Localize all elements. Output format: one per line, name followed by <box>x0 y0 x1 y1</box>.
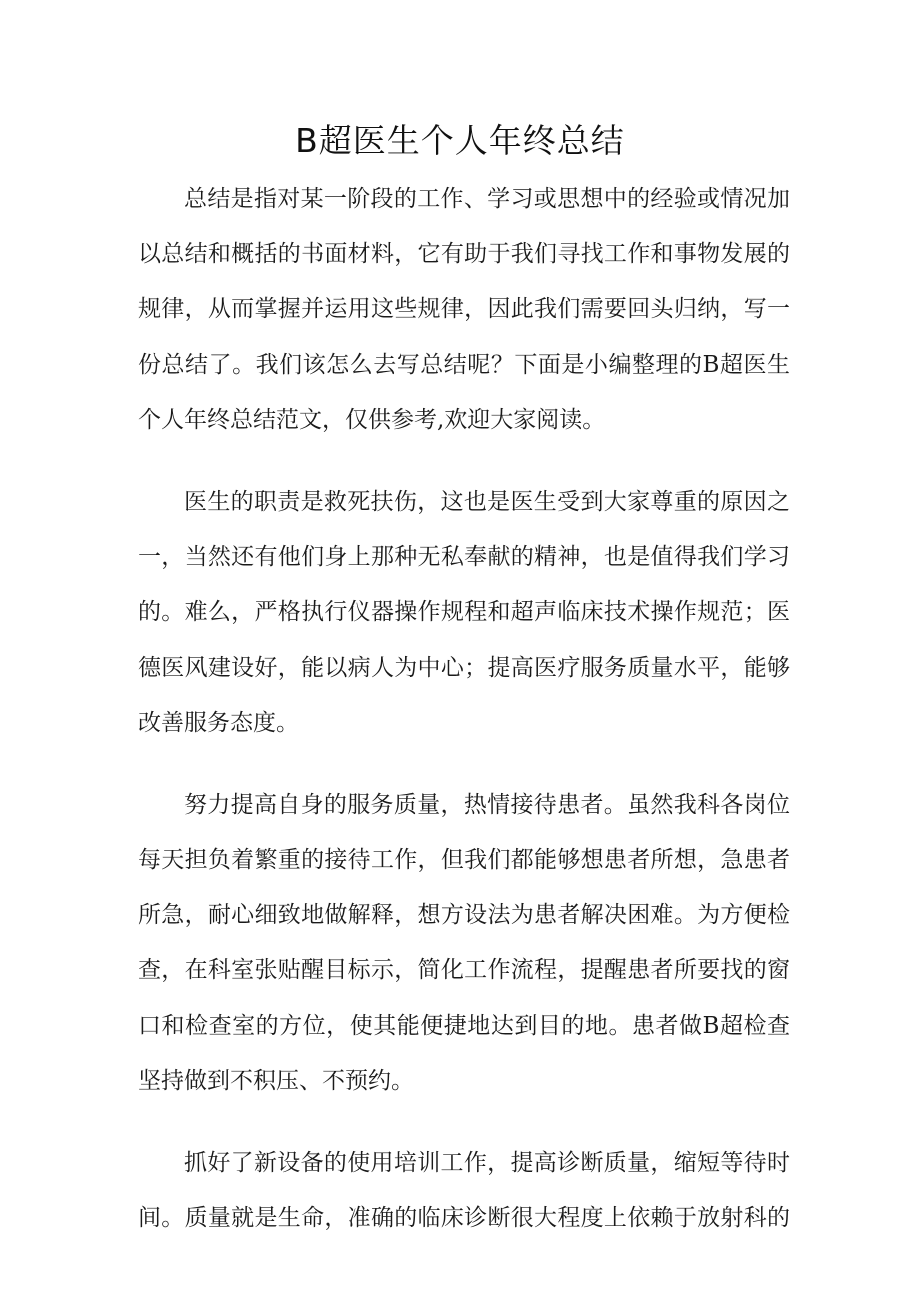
paragraph-line: 努力提高自身的服务质量，热情接待患者。虽然我科各岗位 <box>184 791 790 818</box>
paragraph-4 <box>138 1144 790 1254</box>
paragraph-line: 每天担负着繁重的接待工作，但我们都能够想患者所想，急患者 <box>138 847 790 874</box>
paragraph-2 <box>138 483 790 759</box>
paragraph-1 <box>138 180 790 456</box>
paragraph-line: 口和检查室的方位，使其能便捷地达到目的地。患者做B超检查 <box>138 1012 790 1039</box>
paragraph-line: 医生的职责是救死扶伤，这也是医生受到大家尊重的原因之 <box>184 488 790 515</box>
paragraph-line: 以总结和概括的书面材料，它有助于我们寻找工作和事物发展的 <box>138 241 790 268</box>
paragraph-line: 所急，耐心细致地做解释，想方设法为患者解决困难。为方便检 <box>138 902 790 929</box>
paragraph-line: 改善服务态度。 <box>138 709 299 736</box>
paragraph-line: 抓好了新设备的使用培训工作，提高诊断质量，缩短等待时 <box>184 1150 790 1176</box>
paragraph-line: 总结是指对某一阶段的工作、学习或思想中的经验或情况加 <box>184 186 790 212</box>
document-title: B超医生个人年终总结 <box>295 121 625 160</box>
paragraph-line: 规律，从而掌握并运用这些规律，因此我们需要回头归纳，写一 <box>138 296 790 323</box>
paragraph-3 <box>138 786 790 1117</box>
paragraph-line: 的。难么，严格执行仪器操作规程和超声临床技术操作规范；医 <box>138 599 790 626</box>
paragraph-line: 查，在科室张贴醒目标示，简化工作流程，提醒患者所要找的窗 <box>138 957 790 984</box>
paragraph-line: 一，当然还有他们身上那种无私奉献的精神，也是值得我们学习 <box>138 544 790 571</box>
paragraph-line: 德医风建设好，能以病人为中心；提高医疗服务质量水平，能够 <box>138 654 790 681</box>
paragraph-line: 坚持做到不积压、不预约。 <box>138 1067 414 1094</box>
paragraph-line: 间。质量就是生命，准确的临床诊断很大程度上依赖于放射科的 <box>138 1205 790 1232</box>
paragraph-line: 个人年终总结范文，仅供参考,欢迎大家阅读。 <box>138 406 606 433</box>
document-body <box>138 180 790 1281</box>
paragraph-line: 份总结了。我们该怎么去写总结呢？下面是小编整理的B超医生 <box>138 351 790 378</box>
